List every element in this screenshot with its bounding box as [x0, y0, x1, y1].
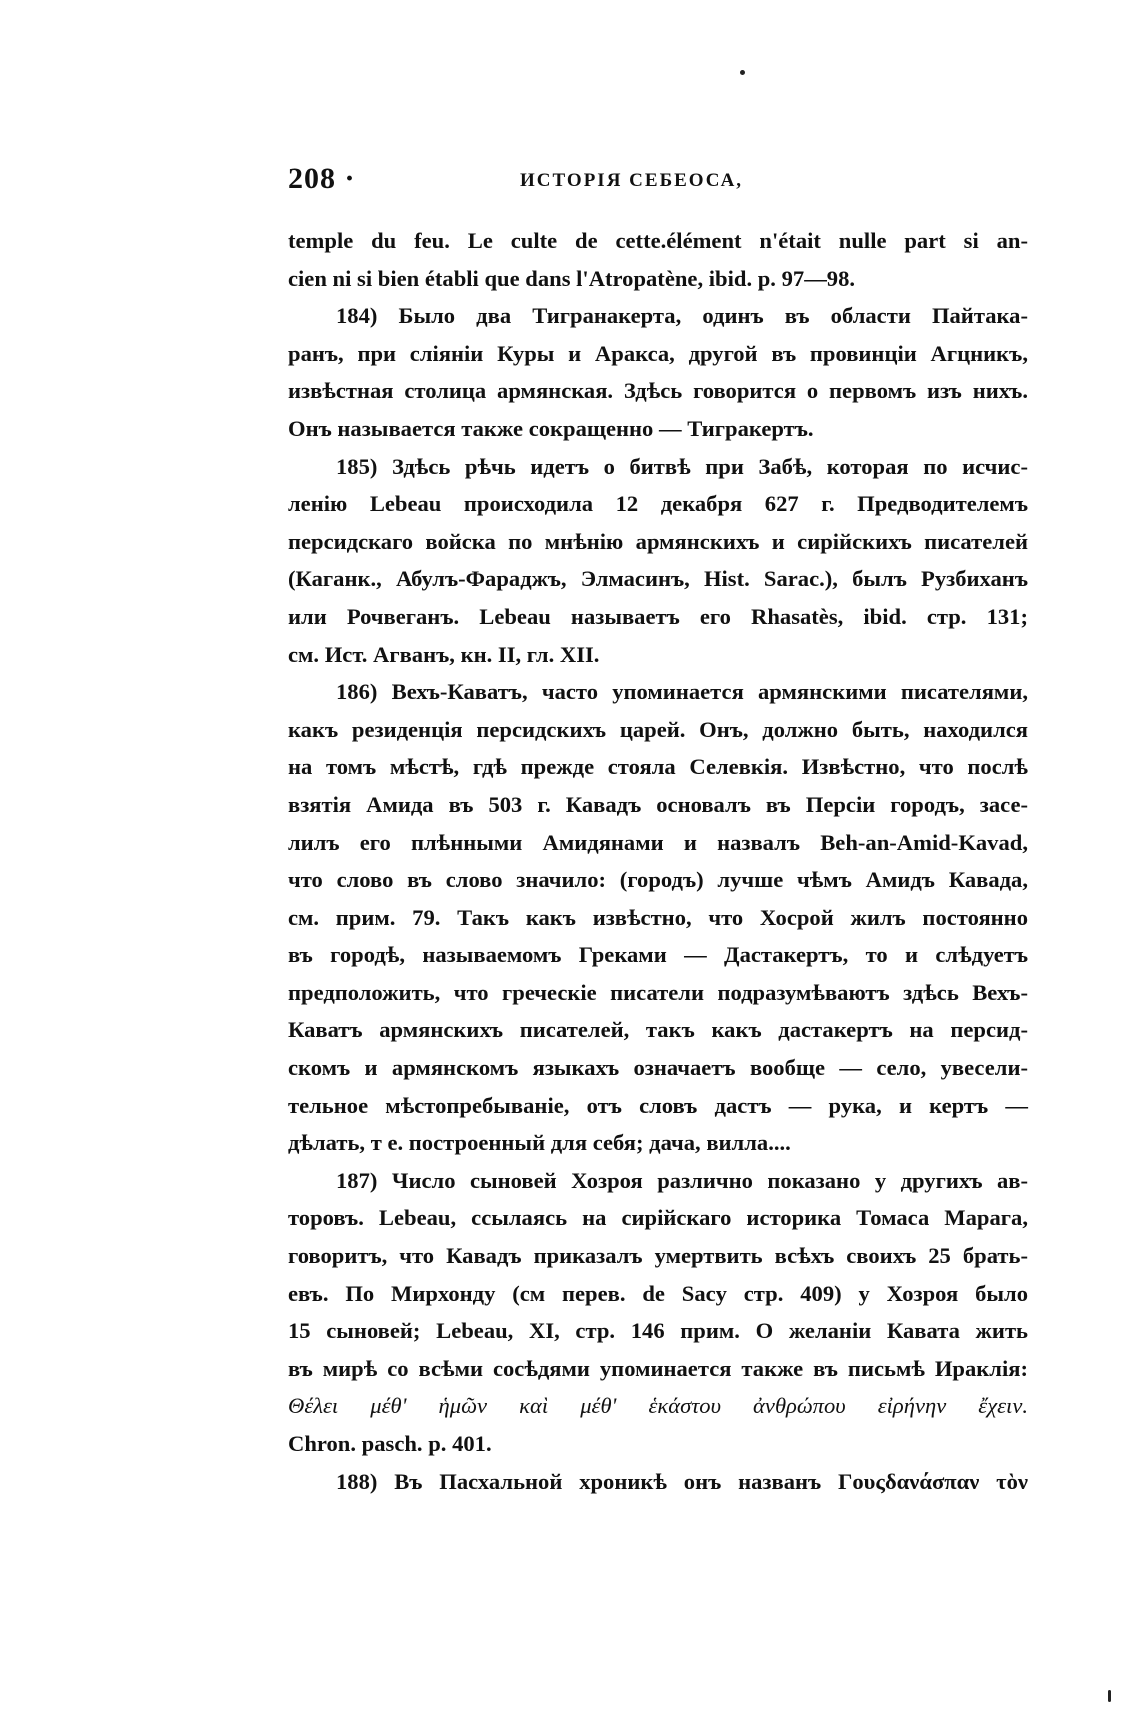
text-line: говоритъ, что Кавадъ приказалъ умертвить всѣхъ своихъ 25 брать- [288, 1243, 1028, 1269]
ink-speck [1108, 1690, 1111, 1702]
running-title: ИСТОРІЯ СЕБЕОСА, [520, 170, 744, 191]
text-line: 185) Здѣсь рѣчь идетъ о битвѣ при Забѣ, которая по исчис- [336, 453, 1028, 479]
text-line: лилъ его плѣнными Амидянами и назвалъ Beh-an-Amid-Kavad, [288, 829, 1028, 855]
text-line: temple du feu. Le culte de cette.élément n'était nulle part si an- [288, 228, 1028, 253]
text-line: тельное мѣстопребываніе, отъ словъ дастъ — рука, и кертъ — [288, 1092, 1028, 1118]
text-line: скомъ и армянскомъ языкахъ означаетъ вообще — село, увесели- [288, 1055, 1028, 1081]
text-line: Θέλει μέθ' ἡμῶν καὶ μέθ' ἑκάστου ἀνθρώπου εἰρήνην ἔχειν. [288, 1393, 1028, 1419]
text-line: предположить, что греческіе писатели подразумѣваютъ здѣсь Вехъ- [288, 979, 1028, 1005]
text-line: ленію Lebeau происходила 12 декабря 627 г. Предводителемъ [288, 491, 1028, 517]
footnotes-body [288, 222, 1028, 1500]
text-line: 15 сыновей; Lebeau, XI, стр. 146 прим. О желаніи Кавата жить [288, 1318, 1028, 1344]
text-line: 186) Вехъ-Каватъ, часто упоминается армянскими писателями, [336, 679, 1028, 705]
text-line: какъ резиденція персидскихъ царей. Онъ, должно быть, находился [288, 716, 1028, 742]
text-line: 187) Число сыновей Хозроя различно показано у другихъ ав- [336, 1167, 1028, 1193]
text-line: взятія Амида въ 503 г. Кавадъ основалъ въ Персіи городъ, засе- [288, 791, 1028, 817]
text-line: что слово въ слово значило: (городъ) лучше чѣмъ Амидъ Кавада, [288, 867, 1028, 893]
text-line: на томъ мѣстѣ, гдѣ прежде стояла Селевкія. Извѣстно, что послѣ [288, 754, 1028, 780]
text-line: Каватъ армянскихъ писателей, такъ какъ дастакертъ на персид- [288, 1017, 1028, 1043]
text-line: (Каганк., Абулъ-Фараджъ, Элмасинъ, Hist. Sarac.), былъ Рузбиханъ [288, 566, 1028, 592]
text-line: въ городѣ, называемомъ Греками — Дастакертъ, то и слѣдуетъ [288, 942, 1028, 968]
text-line: евъ. По Мирхонду (см перев. de Sacy стр. 409) у Хозроя было [288, 1280, 1028, 1306]
text-line: 184) Было два Тигранакерта, одинъ въ области Пайтака- [336, 303, 1028, 329]
text-line: ранъ, при сліяніи Куры и Аракса, другой въ провинціи Агцникъ, [288, 340, 1028, 366]
text-line: или Рочвеганъ. Lebeau называетъ его Rhasatès, ibid. стр. 131; [288, 603, 1028, 629]
text-line: въ мирѣ со всѣми сосѣдями упоминается также въ письмѣ Ираклія: [288, 1355, 1028, 1381]
text-line: 188) Въ Пасхальной хроникѣ онъ названъ Γουςδανάσπαν τὸν [336, 1468, 1028, 1494]
text-line: торовъ. Lebeau, ссылаясь на сирійскаго историка Томаса Марага, [288, 1205, 1028, 1231]
text-line: извѣстная столица армянская. Здѣсь говорится о первомъ изъ нихъ. [288, 378, 1028, 404]
ink-speck [740, 70, 745, 75]
text-line: см. прим. 79. Такъ какъ извѣстно, что Хосрой жилъ постоянно [288, 904, 1028, 930]
page-number: 208 · [288, 162, 356, 195]
page-header [288, 162, 1028, 202]
text-line: cien ni si bien établi que dans l'Atropatène, ibid. p. 97—98. [288, 265, 856, 291]
text-line: см. Ист. Агванъ, кн. II, гл. XII. [288, 641, 600, 667]
text-line: Онъ называется также сокращенно — Тигракертъ. [288, 415, 814, 441]
text-line: персидскаго войска по мнѣнію армянскихъ и сирійскихъ писателей [288, 528, 1028, 554]
text-line: Chron. pasch. p. 401. [288, 1431, 492, 1456]
text-line: дѣлать, т е. построенный для себя; дача, вилла.... [288, 1130, 791, 1156]
